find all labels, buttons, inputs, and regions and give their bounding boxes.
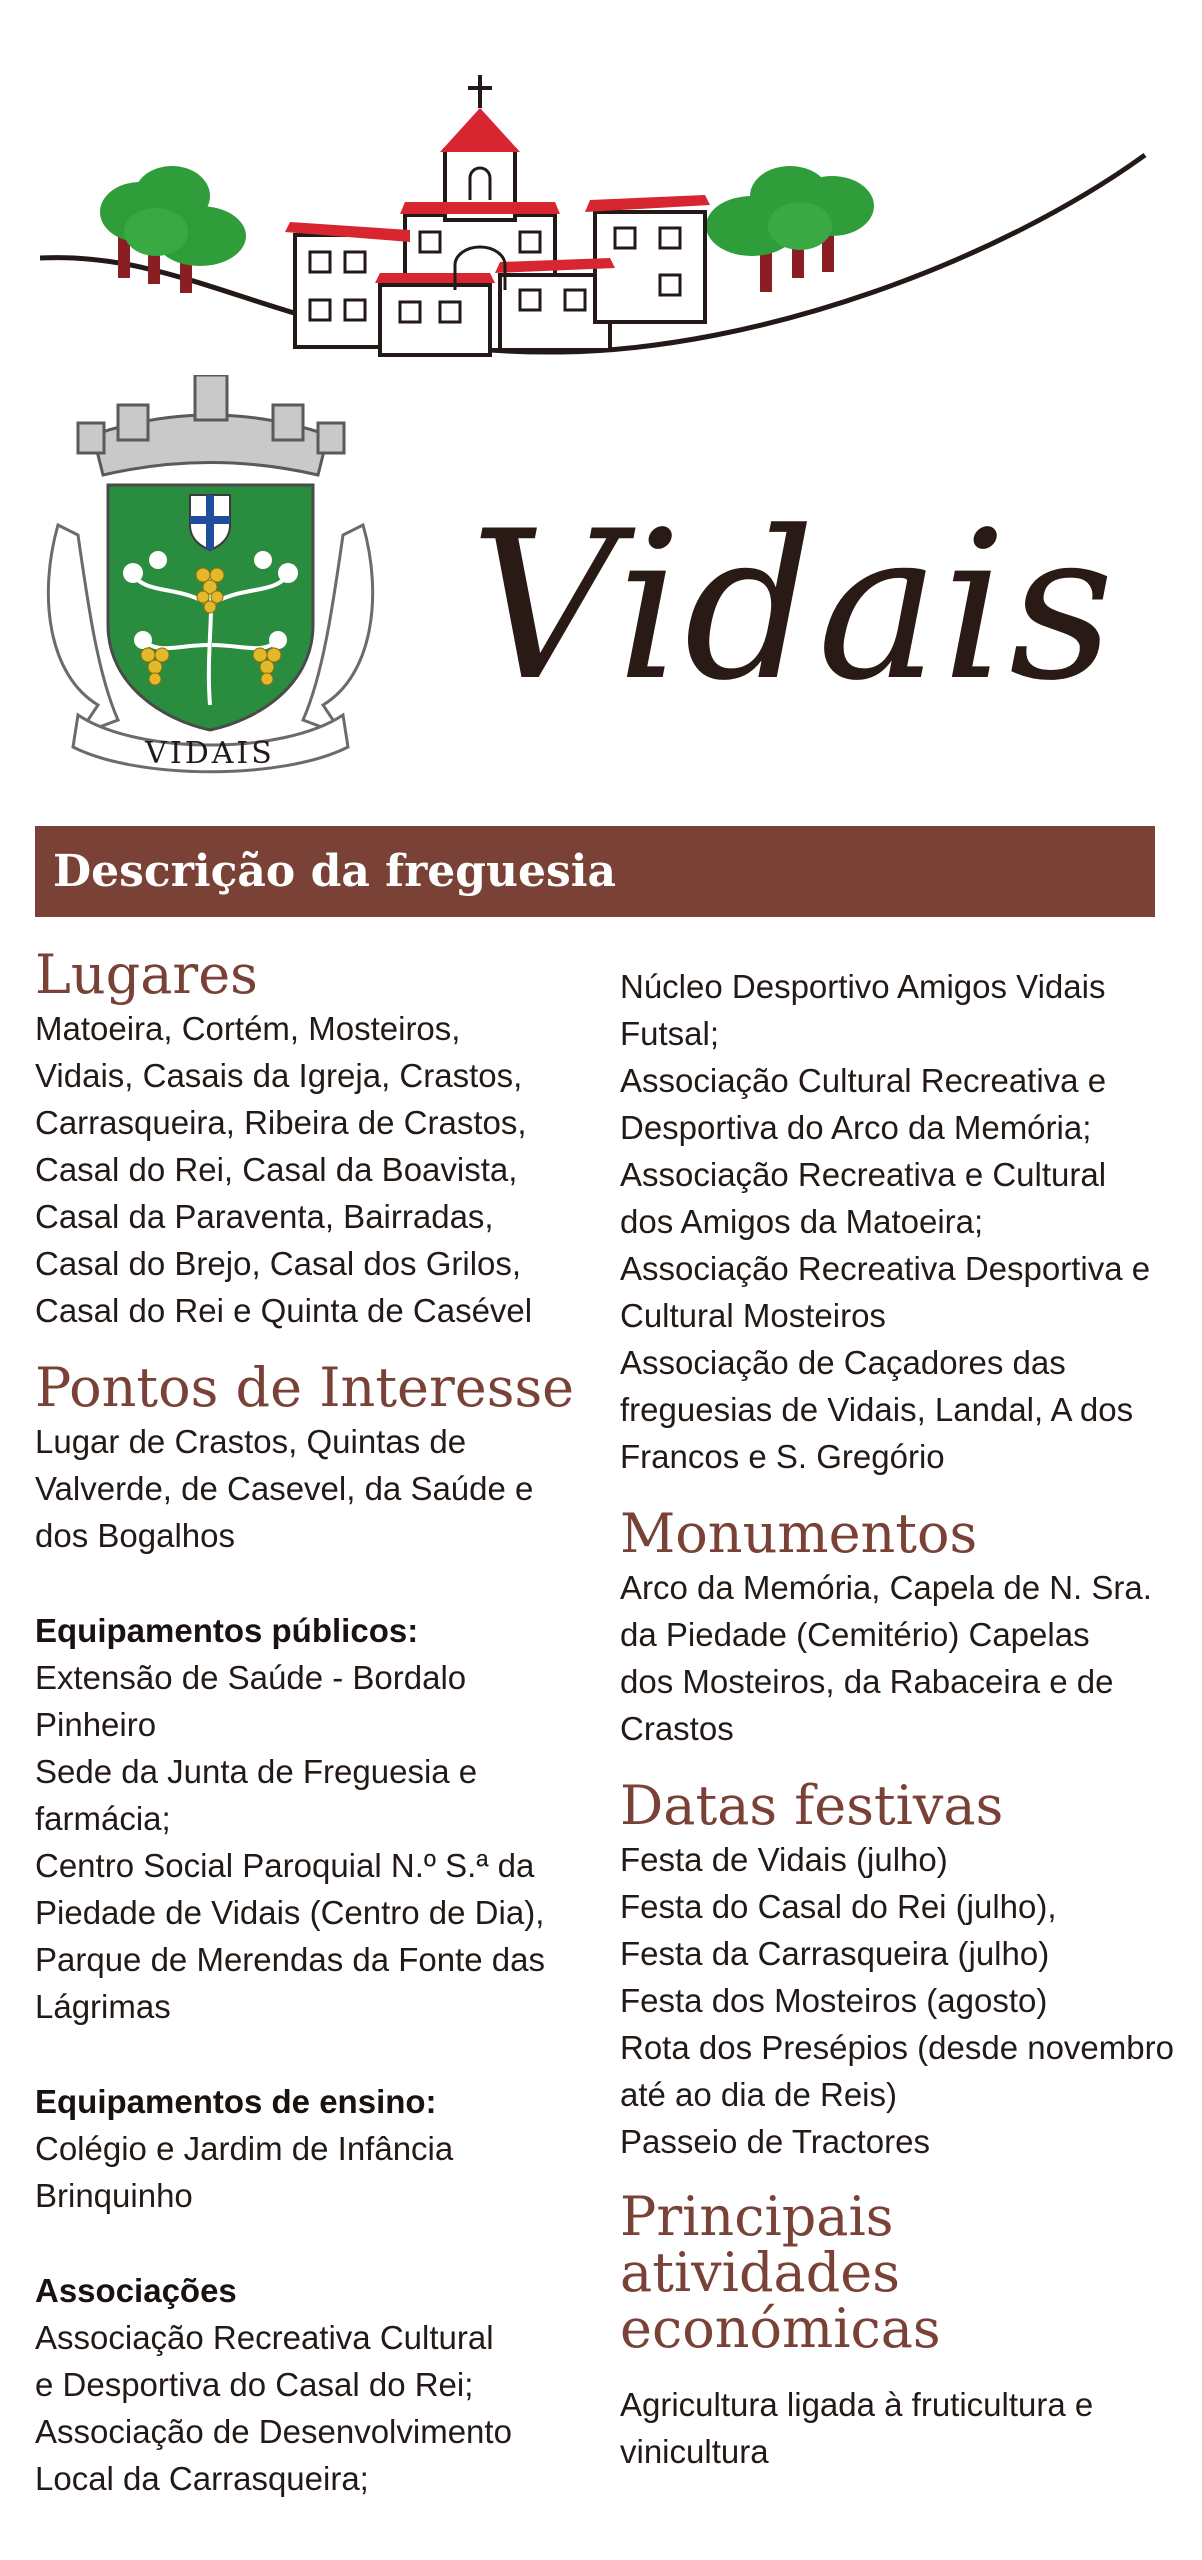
- title-line: atividades: [620, 2241, 900, 2304]
- text-line: Festa de Vidais (julho): [620, 1841, 948, 1878]
- text-line: Arco da Memória, Capela de N. Sra.: [620, 1569, 1152, 1606]
- text-line: e Desportiva do Casal do Rei;: [35, 2366, 474, 2403]
- text-line: Crastos: [620, 1710, 734, 1747]
- text-line: Associação Recreativa Desportiva e: [620, 1250, 1151, 1287]
- datas-title: Datas festivas: [620, 1774, 1004, 1837]
- text-line: Extensão de Saúde - Bordalo: [35, 1659, 467, 1696]
- text-line: Parque de Merendas da Fonte das: [35, 1941, 546, 1978]
- equip-ensino-title: Equipamentos de ensino:: [35, 2083, 437, 2120]
- lugares-title: Lugares: [35, 943, 258, 1006]
- text-line: Carrasqueira, Ribeira de Crastos,: [35, 1104, 527, 1141]
- village-illustration: [0, 0, 1202, 380]
- text-line: Valverde, de Casevel, da Saúde e: [35, 1470, 534, 1507]
- text-line: Núcleo Desportivo Amigos Vidais: [620, 968, 1106, 1005]
- text-line: Associação Recreativa Cultural: [35, 2319, 494, 2356]
- text-line: vinicultura: [620, 2433, 769, 2470]
- equip-ensino-text: [35, 2125, 595, 2219]
- monumentos-text: [620, 1564, 1180, 1752]
- text-line: Piedade de Vidais (Centro de Dia),: [35, 1894, 545, 1931]
- text-line: Futsal;: [620, 1015, 720, 1052]
- banner-title: Descrição da freguesia: [53, 846, 617, 897]
- monumentos-title: Monumentos: [620, 1502, 978, 1565]
- text-line: Agricultura ligada à fruticultura e: [620, 2386, 1094, 2423]
- coat-of-arms-icon: [38, 375, 383, 780]
- right-column: [620, 963, 1180, 2475]
- text-line: Vidais, Casais da Igreja, Crastos,: [35, 1057, 523, 1094]
- associacoes-cont-text: [620, 963, 1180, 1480]
- pontos-text: [35, 1418, 595, 1559]
- text-line: Brinquinho: [35, 2177, 193, 2214]
- associacoes-text: [35, 2314, 595, 2502]
- equip-publicos-title: Equipamentos públicos:: [35, 1612, 419, 1649]
- text-line: Colégio e Jardim de Infância: [35, 2130, 454, 2167]
- atividades-title: [620, 2185, 1180, 2360]
- text-line: Associação de Desenvolvimento: [35, 2413, 512, 2450]
- text-line: Casal da Paraventa, Bairradas,: [35, 1198, 494, 1235]
- datas-text: [620, 1836, 1180, 2165]
- right-trees-icon: [706, 166, 874, 292]
- title-line: económicas: [620, 2297, 941, 2360]
- associacoes-title: Associações: [35, 2272, 237, 2309]
- text-line: até ao dia de Reis): [620, 2076, 898, 2113]
- section-banner: [35, 826, 1155, 917]
- text-line: Lágrimas: [35, 1988, 171, 2025]
- text-line: Centro Social Paroquial N.º S.ª da: [35, 1847, 535, 1884]
- text-line: Sede da Junta de Freguesia e: [35, 1753, 478, 1790]
- text-line: farmácia;: [35, 1800, 171, 1837]
- atividades-text: [620, 2381, 1180, 2475]
- text-line: Rota dos Presépios (desde novembro: [620, 2029, 1174, 2066]
- cross-icon: [468, 75, 492, 108]
- text-line: Pinheiro: [35, 1706, 157, 1743]
- text-line: Matoeira, Cortém, Mosteiros,: [35, 1010, 461, 1047]
- equip-publicos-text: [35, 1654, 595, 2030]
- text-line: Lugar de Crastos, Quintas de: [35, 1423, 467, 1460]
- text-line: dos Amigos da Matoeira;: [620, 1203, 984, 1240]
- text-line: Associação de Caçadores das: [620, 1344, 1066, 1381]
- text-line: dos Mosteiros, da Rabaceira e de: [620, 1663, 1114, 1700]
- text-line: Festa da Carrasqueira (julho): [620, 1935, 1050, 1972]
- text-line: dos Bogalhos: [35, 1517, 235, 1554]
- text-line: Festa do Casal do Rei (julho),: [620, 1888, 1057, 1925]
- left-column: [35, 945, 595, 2502]
- text-line: Associação Cultural Recreativa e: [620, 1062, 1107, 1099]
- lugares-text: [35, 1005, 595, 1334]
- text-line: freguesias de Vidais, Landal, A dos: [620, 1391, 1134, 1428]
- text-line: Cultural Mosteiros: [620, 1297, 886, 1334]
- text-line: Francos e S. Gregório: [620, 1438, 945, 1475]
- text-line: Desportiva do Arco da Memória;: [620, 1109, 1092, 1146]
- text-line: Casal do Rei, Casal da Boavista,: [35, 1151, 518, 1188]
- text-line: da Piedade (Cemitério) Capelas: [620, 1616, 1090, 1653]
- crest-label: VIDAIS: [145, 736, 275, 771]
- text-line: Casal do Brejo, Casal dos Grilos,: [35, 1245, 522, 1282]
- pontos-title: Pontos de Interesse: [35, 1356, 575, 1419]
- text-line: Local da Carrasqueira;: [35, 2460, 369, 2497]
- title-line: Principais: [620, 2185, 894, 2248]
- village-name-wordmark: Vidais: [470, 488, 1117, 726]
- text-line: Casal do Rei e Quinta de Casével: [35, 1292, 533, 1329]
- text-line: Passeio de Tractores: [620, 2123, 930, 2160]
- text-line: Associação Recreativa e Cultural: [620, 1156, 1107, 1193]
- text-line: Festa dos Mosteiros (agosto): [620, 1982, 1048, 2019]
